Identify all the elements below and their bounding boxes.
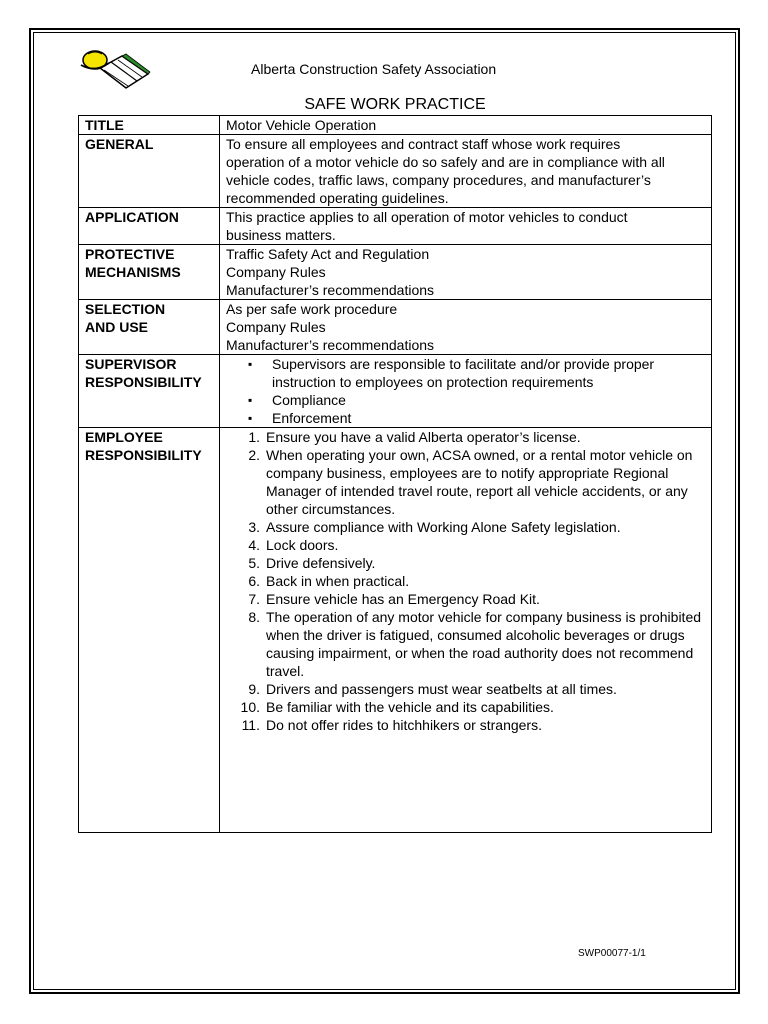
- employee-numbered-list: [226, 428, 705, 734]
- row-label-employee: EMPLOYEE RESPONSIBILITY: [79, 428, 220, 833]
- document-code: SWP00077-1/1: [578, 948, 646, 959]
- row-content-title: Motor Vehicle Operation: [220, 116, 712, 135]
- table-row: [79, 355, 712, 428]
- row-content-employee: [220, 428, 712, 833]
- row-content-application: This practice applies to all operation of motor vehicles to conduct business matters.: [220, 208, 712, 245]
- list-item: ▪ Compliance: [226, 391, 705, 409]
- list-item: 3. Assure compliance with Working Alone Safety legislation.: [248, 519, 621, 535]
- list-item: 4. Lock doors.: [248, 537, 339, 553]
- table-row: [79, 428, 712, 833]
- table-row: [79, 116, 712, 135]
- safe-work-practice-table: [78, 115, 712, 833]
- row-content-selection: As per safe work procedure Company Rules Manufacturer’s recommendations: [220, 300, 712, 355]
- hardhat-book-icon: [78, 46, 152, 90]
- row-content-protective: Traffic Safety Act and Regulation Company Rules Manufacturer’s recommendations: [220, 245, 712, 300]
- row-label-application: APPLICATION: [79, 208, 220, 245]
- list-item: ▪ Enforcement: [226, 409, 705, 427]
- list-item: 9. Drivers and passengers must wear seatbelts at all times.: [248, 681, 617, 697]
- table-row: [79, 300, 712, 355]
- list-item: 6. Back in when practical.: [248, 573, 410, 589]
- list-item: 5. Drive defensively.: [248, 555, 376, 571]
- row-label-supervisor: SUPERVISOR RESPONSIBILITY: [79, 355, 220, 428]
- row-content-supervisor: [220, 355, 712, 428]
- list-item: 1. Ensure you have a valid Alberta operator’s license.: [248, 429, 581, 445]
- row-label-protective: PROTECTIVE MECHANISMS: [79, 245, 220, 300]
- list-item: 10. Be familiar with the vehicle and its capabilities.: [240, 699, 554, 715]
- list-item: 7. Ensure vehicle has an Emergency Road Kit.: [248, 591, 540, 607]
- row-content-general: To ensure all employees and contract staff whose work requires operation of a motor vehicle do so safely and are in compliance with all vehicle codes, traffic laws, company procedures, and manufacturer’s recommended operating guidelines.: [220, 135, 712, 208]
- document-title: SAFE WORK PRACTICE: [304, 96, 486, 113]
- organization-name: Alberta Construction Safety Association: [251, 61, 497, 77]
- row-label-title: TITLE: [79, 116, 220, 135]
- list-item: 8. The operation of any motor vehicle for company business is prohibited when the driver is fatigued, consumed alcoholic beverages or drugs causing impairment, or when the road authority does not recommend travel.: [248, 609, 702, 679]
- list-item: 2. When operating your own, ACSA owned, or a rental motor vehicle on company business, employees are to notify appropriate Regional Manager of intended travel route, report all vehicle accidents, or any other circumstances.: [248, 447, 693, 517]
- row-label-selection: SELECTION AND USE: [79, 300, 220, 355]
- list-item: 11. Do not offer rides to hitchhikers or strangers.: [241, 717, 542, 733]
- table-row: [79, 208, 712, 245]
- table-row: [79, 135, 712, 208]
- supervisor-bullet-list: [226, 355, 705, 427]
- table-row: [79, 245, 712, 300]
- list-item: ▪ Supervisors are responsible to facilitate and/or provide proper instruction to employees on protection requirements: [226, 355, 705, 391]
- row-label-general: GENERAL: [79, 135, 220, 208]
